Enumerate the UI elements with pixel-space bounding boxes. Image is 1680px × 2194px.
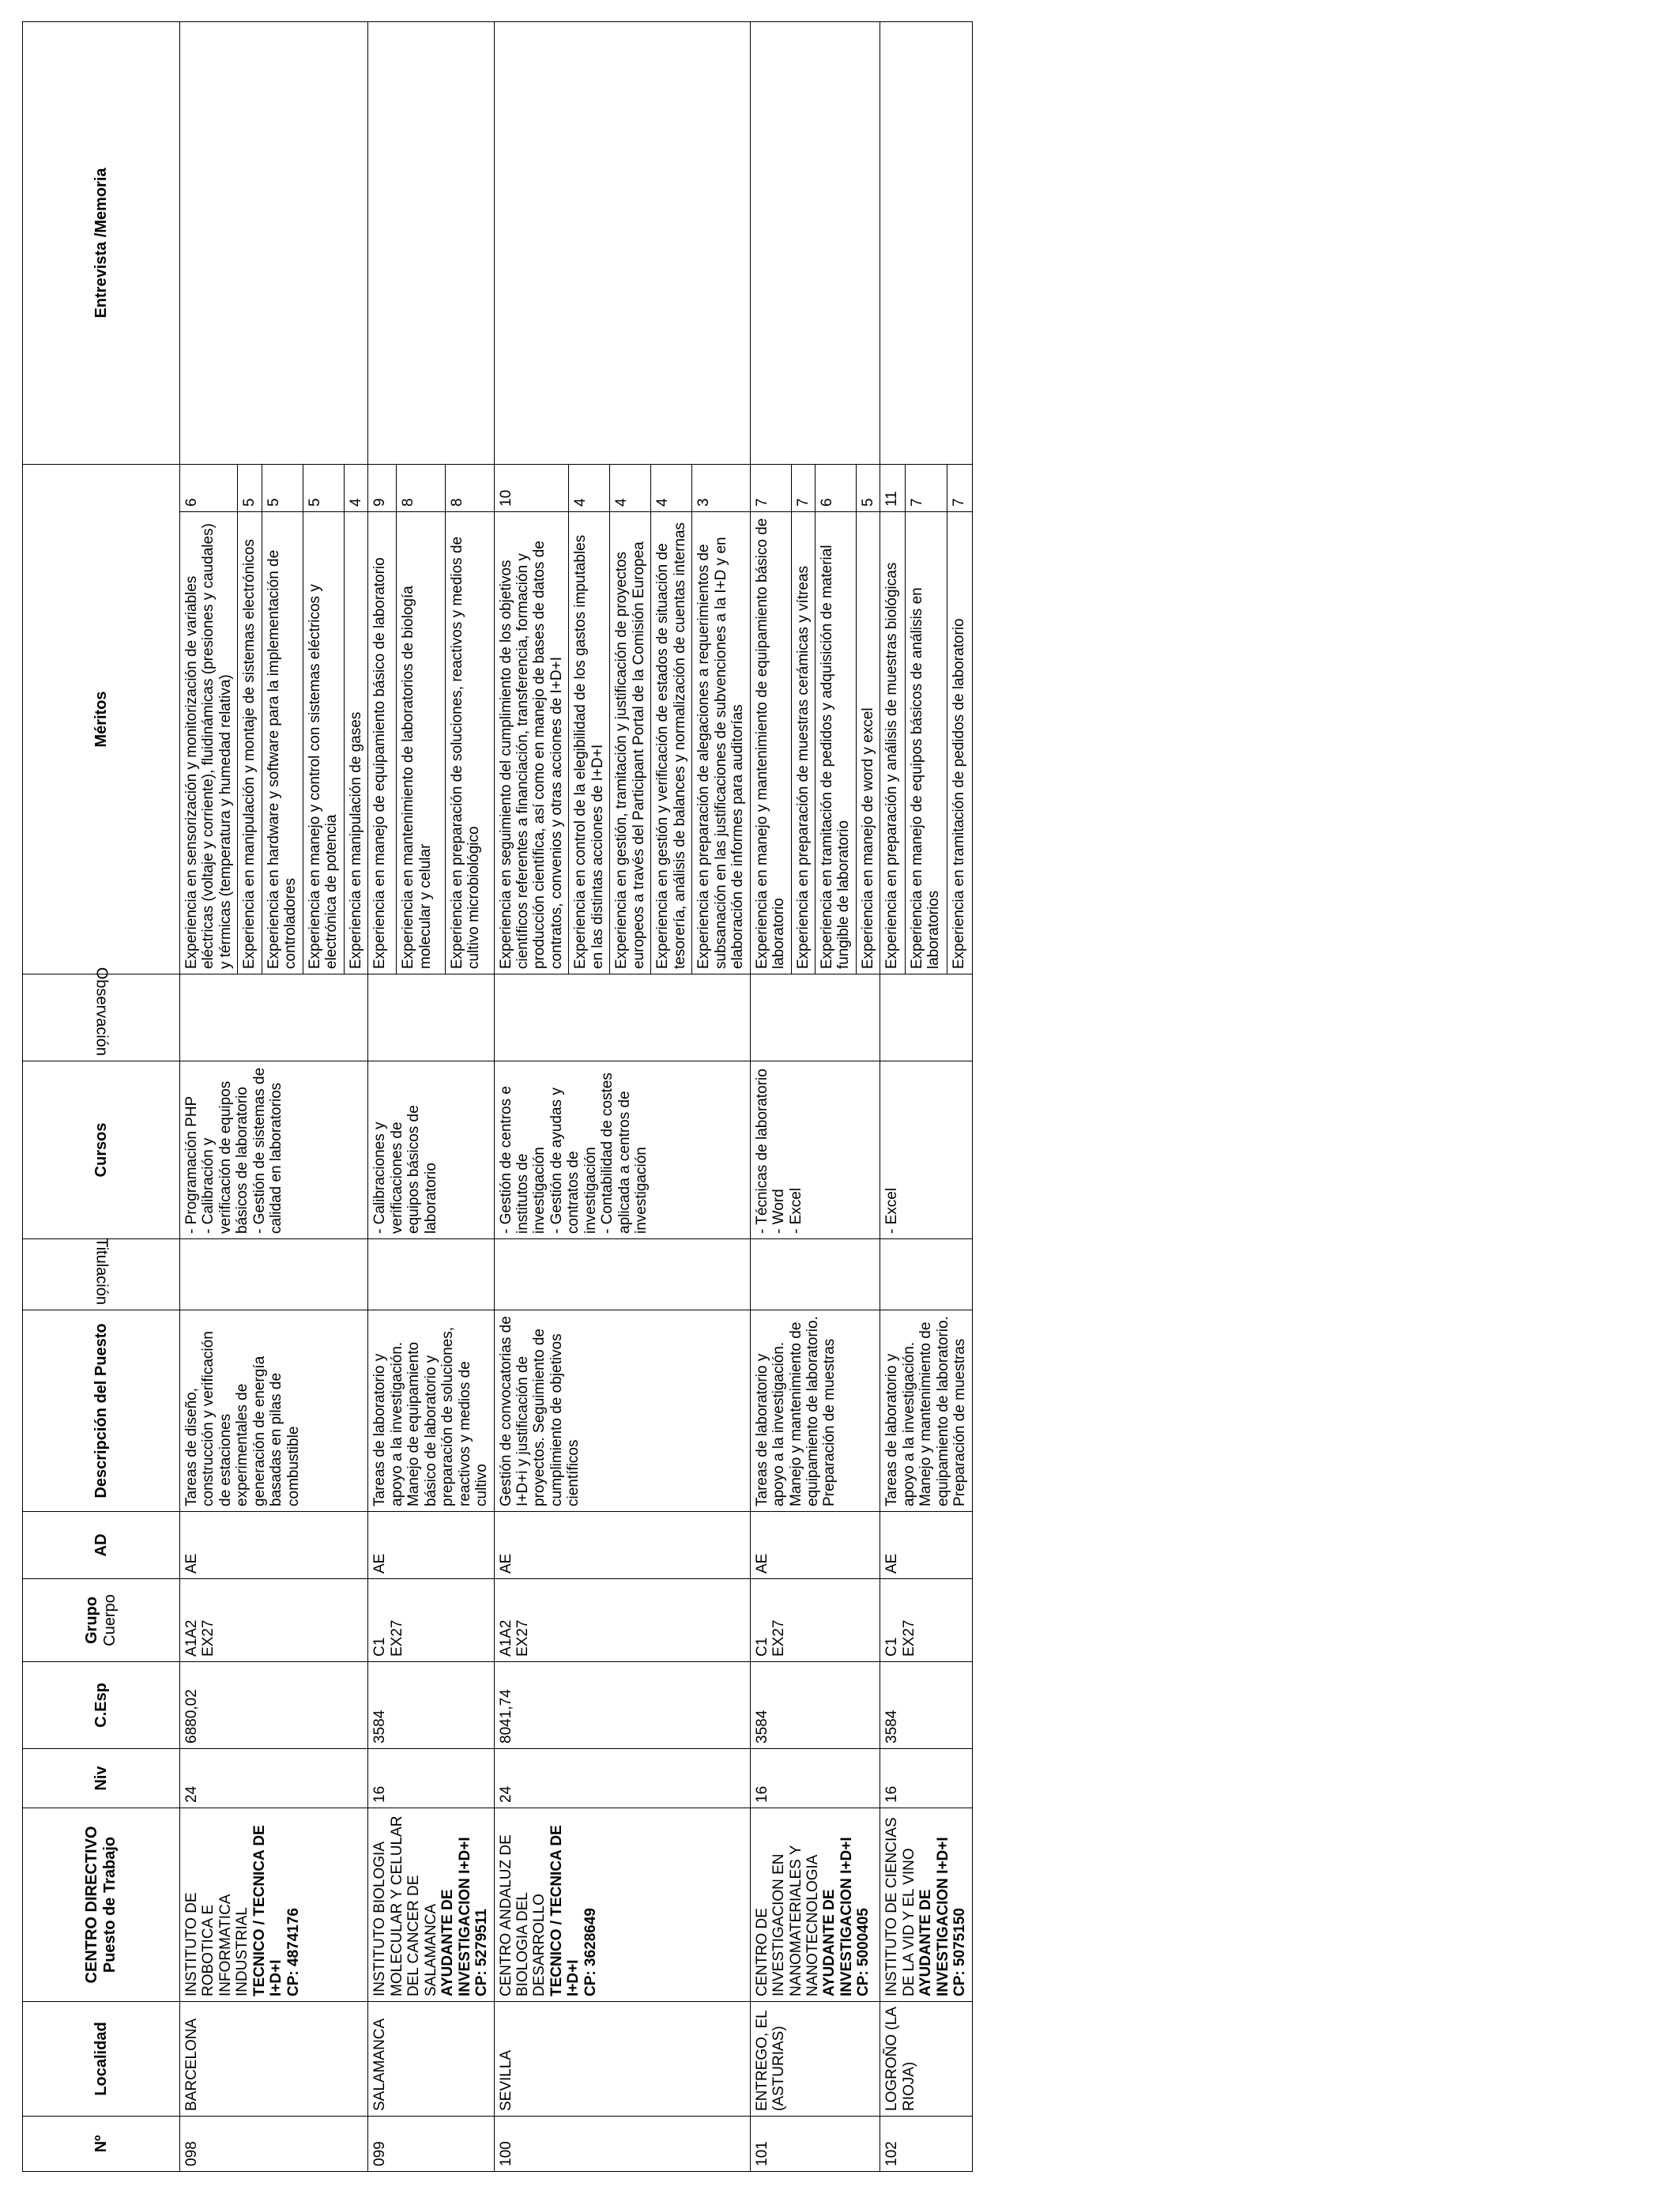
cell-cursos — [368, 1061, 494, 1239]
cell-centro — [750, 1808, 880, 2002]
centro-name: CENTRO ANDALUZ DE BIOLOGIA DEL DESARROLLO — [497, 1834, 548, 1996]
cell-merito-score: 3 — [692, 465, 750, 512]
cell-ad: AE — [368, 1512, 494, 1579]
table-row — [180, 22, 238, 2172]
header-localidad: Localidad — [23, 2002, 180, 2117]
cell-localidad: LOGROÑO (LA RIOJA) — [880, 2002, 972, 2117]
header-cursos: Cursos — [23, 1061, 180, 1239]
cell-centro — [494, 1808, 750, 2002]
header-descripcion: Descripción del Puesto — [23, 1310, 180, 1512]
grupo-value: C1 — [753, 1637, 770, 1657]
centro-name: INSTITUTO DE ROBOTICA E INFORMATICA INDUSTRIAL — [183, 1892, 251, 1996]
cell-descripcion: Tareas de laboratorio y apoyo a la investigación. Manejo de equipamiento básico de laboratorio y preparación de soluciones, reactivos y medios de cultivo — [368, 1310, 494, 1512]
cell-cesp: 8041,74 — [494, 1662, 750, 1749]
cell-merito-text: Experiencia en manejo de equipos básicos de análisis en laboratorios — [905, 512, 947, 974]
cell-descripcion: Tareas de laboratorio y apoyo a la investigación. Manejo y mantenimiento de equipamiento de laboratorio. Preparación de muestras — [880, 1310, 972, 1512]
cell-cursos — [180, 1061, 368, 1239]
centro-name: INSTITUTO BIOLOGIA MOLECULAR Y CELULAR DEL CANCER DE SALAMANCA — [371, 1815, 439, 1996]
cell-grupo — [750, 1579, 880, 1662]
cell-titulacion — [368, 1239, 494, 1310]
grupo-value: A1A2 — [497, 1619, 514, 1657]
cell-centro — [368, 1808, 494, 2002]
cuerpo-value: EX27 — [200, 1619, 217, 1657]
header-cesp: C.Esp — [23, 1662, 180, 1749]
header-cuerpo-title: Cuerpo — [101, 1594, 119, 1646]
table-row — [750, 22, 791, 2172]
cell-cesp: 3584 — [368, 1662, 494, 1749]
cell-merito-score: 7 — [905, 465, 947, 512]
cell-titulacion — [180, 1239, 368, 1310]
cell-grupo — [180, 1579, 368, 1662]
cell-niv: 16 — [880, 1749, 972, 1808]
centro-name: CENTRO DE INVESTIGACION EN NANOMATERIALES Y NANOTECNOLOGIA — [753, 1845, 821, 1996]
cell-merito-score: 5 — [303, 465, 344, 512]
cell-merito-text: Experiencia en manejo y mantenimiento de equipamiento básico de laboratorio — [750, 512, 791, 974]
header-puesto-title: Puesto de Trabajo — [101, 1836, 119, 1973]
cp-code: CP: 5000405 — [855, 1908, 872, 1996]
cell-entrevista — [750, 22, 880, 465]
puesto-name: AYUDANTE DE INVESTIGACION I+D+I — [917, 1837, 951, 1996]
cell-merito-score: 7 — [947, 465, 972, 512]
table-row — [368, 22, 397, 2172]
cell-ad: AE — [750, 1512, 880, 1579]
cell-merito-text: Experiencia en manipulación y montaje de sistemas electrónicos — [238, 512, 262, 974]
cell-localidad: SALAMANCA — [368, 2002, 494, 2117]
cell-merito-text: Experiencia en tramitación de pedidos de laboratorio — [947, 512, 972, 974]
cp-code: CP: 5279511 — [473, 1909, 491, 1996]
puesto-name: TECNICO / TECNICA DE I+D+I — [548, 1825, 582, 1996]
cell-cursos — [750, 1061, 880, 1239]
cell-observacion — [880, 974, 972, 1061]
header-observacion-label: Observación — [92, 967, 111, 1056]
header-titulacion — [23, 1239, 180, 1310]
header-niv: Niv — [23, 1749, 180, 1808]
cell-merito-score: 4 — [651, 465, 692, 512]
cuerpo-value: EX27 — [900, 1619, 917, 1657]
cell-merito-score: 4 — [569, 465, 610, 512]
cell-merito-text: Experiencia en manejo y control con sistemas eléctricos y electrónica de potencia — [303, 512, 344, 974]
header-titulacion-label: Titulación — [92, 1238, 111, 1305]
cell-merito-text: Experiencia en gestión y verificación de estados de situación de tesorería, análisis de balances y normalización de cuentas internas — [651, 512, 692, 974]
cell-observacion — [368, 974, 494, 1061]
cell-observacion — [180, 974, 368, 1061]
header-grupo — [23, 1579, 180, 1662]
cell-cesp: 3584 — [750, 1662, 880, 1749]
cell-niv: 16 — [368, 1749, 494, 1808]
cell-merito-score: 5 — [856, 465, 880, 512]
cell-descripcion: Tareas de diseño, construcción y verificación de estaciones experimentales de generación de energía basadas en pilas de combustible — [180, 1310, 368, 1512]
cell-merito-text: Experiencia en sensorización y monitorización de variables eléctricas (voltaje y corriente), fluidinámicas (presiones y caudales) y térmicas (temperatura y humedad relativa) — [180, 512, 238, 974]
cell-merito-score: 9 — [368, 465, 397, 512]
cell-ad: AE — [880, 1512, 972, 1579]
cursos-text: - Calibraciones y verificaciones de equipos básicos de laboratorio — [371, 1105, 439, 1234]
cuerpo-value: EX27 — [388, 1619, 405, 1657]
grupo-value: A1A2 — [183, 1619, 200, 1657]
cell-merito-text: Experiencia en hardware y software para la implementación de controladores — [262, 512, 303, 974]
header-row — [23, 22, 180, 2172]
cell-merito-text: Experiencia en mantenimiento de laboratorios de biología molecular y celular — [397, 512, 446, 974]
header-grupo-title: Grupo — [83, 1596, 101, 1644]
table-row — [494, 22, 569, 2172]
cell-merito-score: 6 — [180, 465, 238, 512]
cell-titulacion — [880, 1239, 972, 1310]
cell-merito-score: 7 — [791, 465, 815, 512]
cell-num: 100 — [494, 2117, 750, 2172]
cell-merito-score: 5 — [238, 465, 262, 512]
table-body — [180, 22, 973, 2172]
cell-merito-text: Experiencia en manejo de equipamiento básico de laboratorio — [368, 512, 397, 974]
cell-cesp: 6880,02 — [180, 1662, 368, 1749]
cell-niv: 24 — [494, 1749, 750, 1808]
cell-cursos — [880, 1061, 972, 1239]
cell-merito-text: Experiencia en preparación y análisis de muestras biológicas — [880, 512, 905, 974]
cell-ad: AE — [180, 1512, 368, 1579]
cell-merito-score: 5 — [262, 465, 303, 512]
cp-code: CP: 3628649 — [582, 1908, 599, 1996]
cell-merito-score: 8 — [397, 465, 446, 512]
cell-grupo — [368, 1579, 494, 1662]
cell-observacion — [494, 974, 750, 1061]
cell-num: 098 — [180, 2117, 368, 2172]
header-meritos: Méritos — [23, 465, 180, 974]
cell-entrevista — [180, 22, 368, 465]
cell-merito-text: Experiencia en preparación de muestras cerámicas y vítreas — [791, 512, 815, 974]
cell-descripcion: Gestión de convocatorias de I+D+i y justificación de proyectos. Seguimiento de cumplimiento de objetivos científicos — [494, 1310, 750, 1512]
cursos-text: - Gestión de centros e institutos de investigación - Gestión de ayudas y contratos de investigación - Contabilidad de costes aplicada a centros de investigación — [497, 1072, 650, 1234]
cuerpo-value: EX27 — [514, 1619, 531, 1657]
cell-merito-score: 10 — [494, 465, 569, 512]
cell-niv: 24 — [180, 1749, 368, 1808]
header-ad: AD — [23, 1512, 180, 1579]
cuerpo-value: EX27 — [770, 1619, 788, 1657]
cell-grupo — [880, 1579, 972, 1662]
cell-merito-score: 4 — [610, 465, 651, 512]
cell-merito-score: 8 — [445, 465, 494, 512]
cell-merito-text: Experiencia en seguimiento del cumplimiento de los objetivos científicos referentes a financiación, transferencia, formación y producción científica, así como en manejo de bases de datos de contratos, convenios y otras acciones de I+D+I — [494, 512, 569, 974]
header-entrevista: Entrevista /Memoria — [23, 22, 180, 465]
cell-num: 102 — [880, 2117, 972, 2172]
cell-merito-score: 6 — [816, 465, 857, 512]
cp-code: CP: 5075150 — [951, 1908, 969, 1996]
cell-merito-text: Experiencia en control de la elegibilidad de los gastos imputables en las distintas acciones de I+D+I — [569, 512, 610, 974]
cell-titulacion — [750, 1239, 880, 1310]
cell-cursos — [494, 1061, 750, 1239]
cell-grupo — [494, 1579, 750, 1662]
table-row — [880, 22, 905, 2172]
cell-niv: 16 — [750, 1749, 880, 1808]
cell-descripcion: Tareas de laboratorio y apoyo a la investigación. Manejo y mantenimiento de equipamiento de laboratorio. Preparación de muestras — [750, 1310, 880, 1512]
cp-code: CP: 4874176 — [284, 1908, 302, 1996]
cell-merito-text: Experiencia en manejo de word y excel — [856, 512, 880, 974]
cell-observacion — [750, 974, 880, 1061]
cell-merito-text: Experiencia en preparación de soluciones, reactivos y medios de cultivo microbiológico — [445, 512, 494, 974]
header-centro — [23, 1808, 180, 2002]
cursos-text: - Técnicas de laboratorio - Word - Excel — [753, 1069, 804, 1234]
cell-merito-score: 11 — [880, 465, 905, 512]
grupo-value: C1 — [883, 1637, 901, 1657]
cell-num: 099 — [368, 2117, 494, 2172]
puesto-name: TECNICO / TECNICA DE I+D+I — [250, 1825, 285, 1996]
puesto-name: AYUDANTE DE INVESTIGACION I+D+I — [821, 1837, 855, 1996]
cell-merito-text: Experiencia en gestión, tramitación y justificación de proyectos europeos a través del Participant Portal de la Comisión Europea — [610, 512, 651, 974]
cell-titulacion — [494, 1239, 750, 1310]
cursos-text: - Programación PHP - Calibración y verificación de equipos básicos de laboratorio - Gestión de sistemas de calidad en laboratorios — [183, 1067, 285, 1234]
grupo-value: C1 — [371, 1637, 389, 1657]
cell-localidad: BARCELONA — [180, 2002, 368, 2117]
centro-name: INSTITUTO DE CIENCIAS DE LA VID Y EL VINO — [883, 1817, 917, 1996]
header-centro-title: CENTRO DIRECTIVO — [83, 1826, 101, 1984]
cell-centro — [180, 1808, 368, 2002]
cell-localidad: ENTREGO, EL (ASTURIAS) — [750, 2002, 880, 2117]
cursos-text: - Excel — [883, 1187, 901, 1234]
cell-merito-text: Experiencia en manipulación de gases — [344, 512, 367, 974]
cell-entrevista — [880, 22, 972, 465]
cell-entrevista — [368, 22, 494, 465]
cell-merito-score: 7 — [750, 465, 791, 512]
cell-centro — [880, 1808, 972, 2002]
header-observacion — [23, 967, 180, 1061]
header-num: Nº — [23, 2117, 180, 2172]
cell-cesp: 3584 — [880, 1662, 972, 1749]
cell-ad: AE — [494, 1512, 750, 1579]
job-table — [22, 21, 973, 2172]
cell-merito-score: 4 — [344, 465, 367, 512]
cell-merito-text: Experiencia en tramitación de pedidos y adquisición de material fungible de laboratorio — [816, 512, 857, 974]
puesto-name: AYUDANTE DE INVESTIGACION I+D+I — [439, 1837, 473, 1996]
cell-merito-text: Experiencia en preparación de alegaciones a requerimientos de subsanación en las justificaciones de subvenciones a la I+D y en elaboración de informes para auditorías — [692, 512, 750, 974]
cell-num: 101 — [750, 2117, 880, 2172]
cell-localidad: SEVILLA — [494, 2002, 750, 2117]
cell-entrevista — [494, 22, 750, 465]
